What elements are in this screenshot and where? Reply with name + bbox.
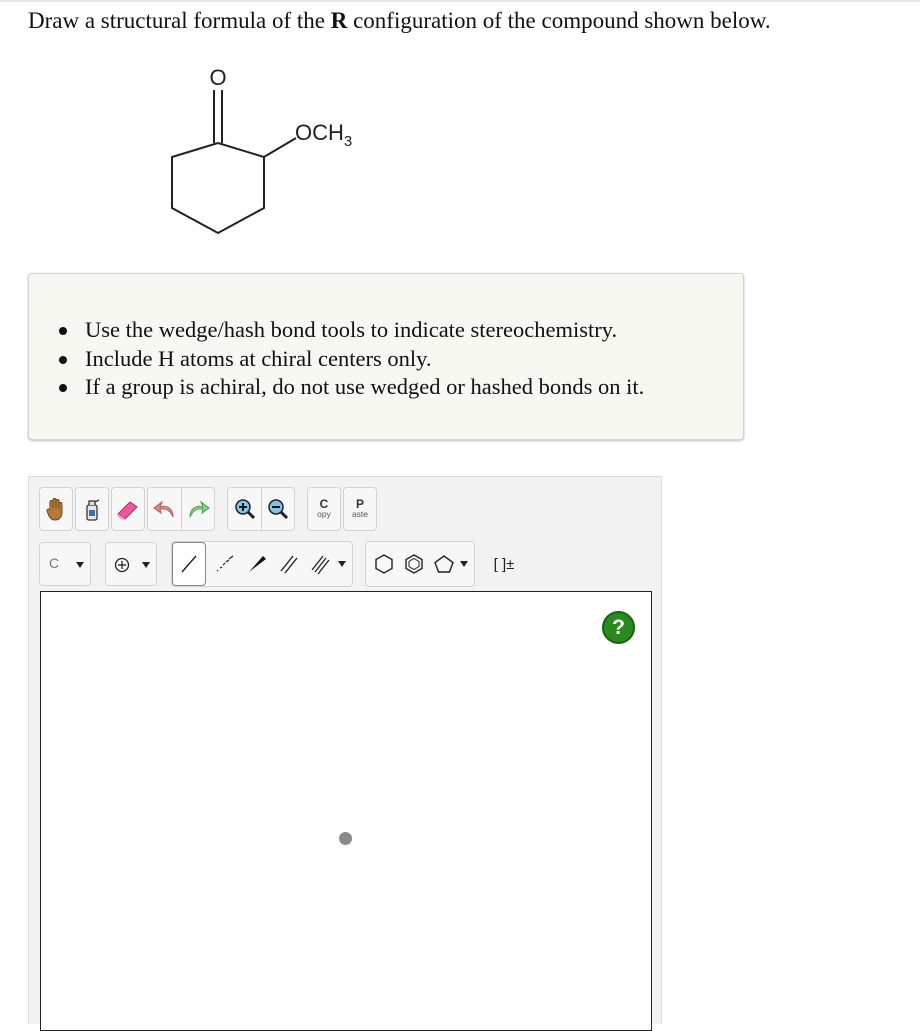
paste-label-top: P: [355, 497, 364, 511]
atom-selector-button[interactable]: [39, 542, 91, 586]
instructions-list: [85, 316, 644, 402]
instruction-item: Use the wedge/hash bond tools to indicate stereochemistry.: [85, 316, 644, 345]
move-tool-button[interactable]: [39, 487, 73, 531]
charge-selector-button[interactable]: [105, 542, 157, 586]
ring-tools: [365, 541, 475, 587]
hashed-bond-button[interactable]: [208, 542, 240, 586]
zoom-in-button[interactable]: [227, 487, 261, 531]
bracket-button[interactable]: [487, 542, 521, 586]
chevron-down-icon: [142, 562, 150, 568]
pentagon-icon: [433, 553, 455, 575]
undo-button[interactable]: [147, 487, 181, 531]
copy-label-top: C: [319, 497, 329, 511]
canvas-center-dot: [339, 832, 352, 845]
molecule-structure: [150, 60, 390, 250]
toolbar-row-1: [39, 487, 379, 531]
redo-icon: [186, 499, 210, 519]
hand-icon: [45, 497, 67, 521]
undo-icon: [153, 499, 177, 519]
chevron-down-icon[interactable]: [460, 561, 468, 567]
drawing-editor: [28, 476, 662, 1024]
bracket-label: [ ]±: [493, 555, 515, 573]
single-bond-icon: [178, 553, 200, 575]
question-text: Draw a structural formula of the R configuration of the compound shown below.: [28, 8, 771, 33]
oxygen-atom-label: O: [209, 65, 227, 90]
triple-bond-icon: [310, 553, 332, 575]
zoom-out-button[interactable]: [261, 487, 295, 531]
redo-button[interactable]: [181, 487, 215, 531]
benzene-icon: [403, 553, 425, 575]
chevron-down-icon: [76, 562, 84, 568]
single-bond-button[interactable]: [172, 542, 206, 586]
wedge-bond-button[interactable]: [242, 542, 272, 586]
paste-label-bottom: aste: [351, 509, 369, 519]
eraser-button[interactable]: [111, 487, 145, 531]
zoom-out-icon: [267, 498, 289, 520]
copy-button[interactable]: [307, 487, 341, 531]
double-bond-button[interactable]: [274, 542, 304, 586]
plus-charge-icon: [114, 557, 130, 573]
triple-bond-button[interactable]: [306, 542, 336, 586]
copy-label-bottom: opy: [317, 509, 331, 519]
erase-bottle-icon: [82, 496, 102, 522]
eraser-icon: [115, 498, 141, 520]
hashed-wedge-icon: [213, 553, 235, 575]
double-bond-icon: [278, 553, 300, 575]
benzene-button[interactable]: [400, 542, 428, 586]
hexagon-icon: [373, 553, 395, 575]
top-border: [0, 0, 920, 2]
paste-button[interactable]: [343, 487, 377, 531]
chevron-down-icon[interactable]: [338, 561, 346, 567]
zoom-in-icon: [234, 498, 256, 520]
help-icon: ?: [612, 615, 625, 639]
methoxy-label: $OCH_3$: [295, 120, 353, 150]
cyclopentane-button[interactable]: [430, 542, 458, 586]
instructions-box: [28, 273, 744, 440]
solid-wedge-icon: [246, 553, 268, 575]
help-button[interactable]: [602, 611, 635, 644]
instruction-item: If a group is achiral, do not use wedged or hashed bonds on it.: [85, 373, 644, 402]
drawing-canvas[interactable]: [40, 591, 652, 1031]
instruction-item: Include H atoms at chiral centers only.: [85, 345, 644, 374]
clear-tool-button[interactable]: [75, 487, 109, 531]
atom-label: C: [49, 555, 60, 571]
bond-tools: [171, 541, 353, 587]
cyclohexane-button[interactable]: [370, 542, 398, 586]
toolbar-row-2: [39, 541, 523, 587]
